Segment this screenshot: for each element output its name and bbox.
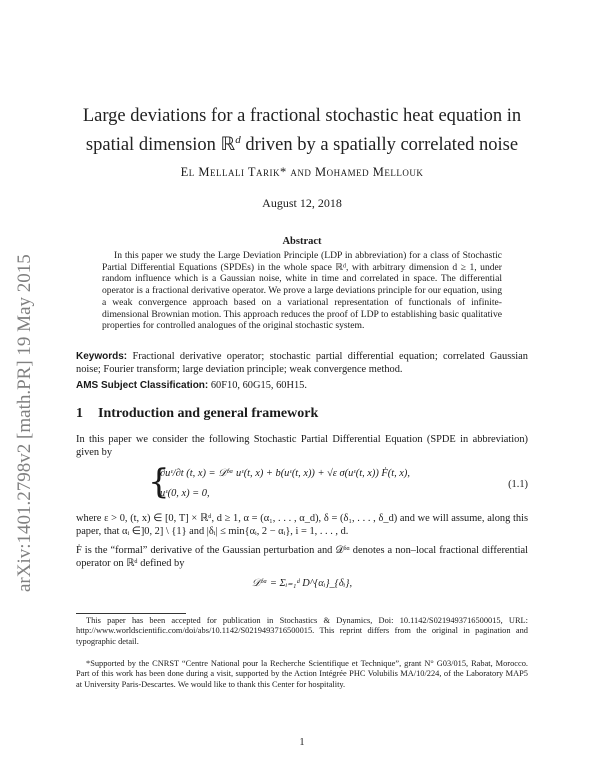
equation-operator-definition: 𝒟ᵟᵅ = Σᵢ₌₁ᵈ D^{αᵢ}_{δᵢ}, [251, 578, 353, 589]
abstract-text: In this paper we study the Large Deviation Principle (LDP in abbreviation) for a class of Stochastic Partial Differential Equations (SPDEs) in the whole space ℝᵈ, with arbitrary dimension d ≥ 1, under random influence which is a Gaussian noise, white in time and correlated in space. The differential operator is a fractional derivative operator. We prove a large deviations principle for our equation, using a weak convergence approach based on a variational representation of functionals of infinite-dimensional Brownian motion. This approach reduces the proof of LDP to establishing basic qualitative properties for controlled analogues of the original stochastic system. [102, 250, 502, 332]
arxiv-stamp-text: arXiv:1401.2798v2 [math.PR] 19 May 2015 [14, 254, 35, 592]
authors: El Mellali Tarik* and Mohamed Mellouk [180, 165, 424, 179]
equation-brace: { [148, 462, 170, 502]
keywords-text: Fractional derivative operator; stochastic partial differential equation; correlated Gaussian noise; Fourier transform; large deviation principle; weak convergence method. [76, 351, 528, 375]
abstract-heading: Abstract [282, 236, 322, 247]
ams-label: AMS Subject Classification: [76, 380, 209, 391]
arxiv-stamp [14, 254, 36, 592]
equation-line-2: uᵋ(0, x) = 0, [160, 488, 210, 499]
paragraph-2: where ε > 0, (t, x) ∈ [0, T] × ℝᵈ, d ≥ 1, α = (α₁, . . . , α_d), δ = (δ₁, . . . , δ_d) and we will assume, along this paper, that αᵢ ∈]0, 2] \ {1} and |δᵢ| ≤ min{αᵢ, 2 − αᵢ}, i = 1, . . . , d. [76, 513, 528, 537]
keywords [76, 351, 528, 376]
footnote-rule [76, 613, 186, 614]
ams-classification [76, 380, 528, 391]
title-line-1: Large deviations for a fractional stochastic heat equation in [82, 106, 522, 126]
title-superscript: d [235, 134, 241, 146]
section-heading [76, 406, 528, 422]
paragraph-3: Ḟ is the “formal” derivative of the Gaussian perturbation and 𝒟ᵟᵅ denotes a non–local fractional differential operator on ℝᵈ defined by [76, 545, 528, 569]
paper-date: August 12, 2018 [262, 196, 342, 210]
title-line-2-rest: driven by a spatially correlated noise [240, 135, 519, 156]
section-number: 1 [76, 406, 83, 421]
equation-tag: (1.1) [508, 479, 528, 490]
paper-title [76, 104, 528, 157]
equation-1-1 [76, 462, 528, 506]
equation-line-1: ∂uᵋ/∂t (t, x) = 𝒟ᵟᵅ uᵋ(t, x) + b(uᵋ(t, x)) + √ε σ(uᵋ(t, x)) Ḟ(t, x), [160, 468, 410, 479]
footnote-support: *Supported by the CNRST “Centre National pour la Recherche Scientifique et Technique”, grant N° G03/015, Rabat, Morocco. Part of this work has been done during a visit, supported by the Action Intégrée PHC Volubilis MA/10/224, of the Laboratory MAP5 at University Paris-Descartes. We would like to thank this Center for hospitality. [76, 659, 528, 689]
ams-text: 60F10, 60G15, 60H15. [208, 380, 307, 391]
footnote-publication: This paper has been accepted for publication in Stochastics & Dynamics, Doi: 10.1142/S0219493716500015, URL: http://www.worldscientific.com/doi/abs/10.1142/S0219493716500015. This reprint differs from the original in pagination and typographic detail. [76, 616, 528, 646]
arxiv-stamp-container [8, 0, 52, 776]
paragraph-1: In this paper we consider the following Stochastic Partial Differential Equation (SPDE in abbreviation) given by [76, 434, 528, 458]
page-number: 1 [299, 737, 305, 748]
keywords-label: Keywords: [76, 351, 128, 362]
title-line-2: spatial dimension ℝ [85, 135, 236, 156]
section-title: Introduction and general framework [98, 406, 319, 421]
